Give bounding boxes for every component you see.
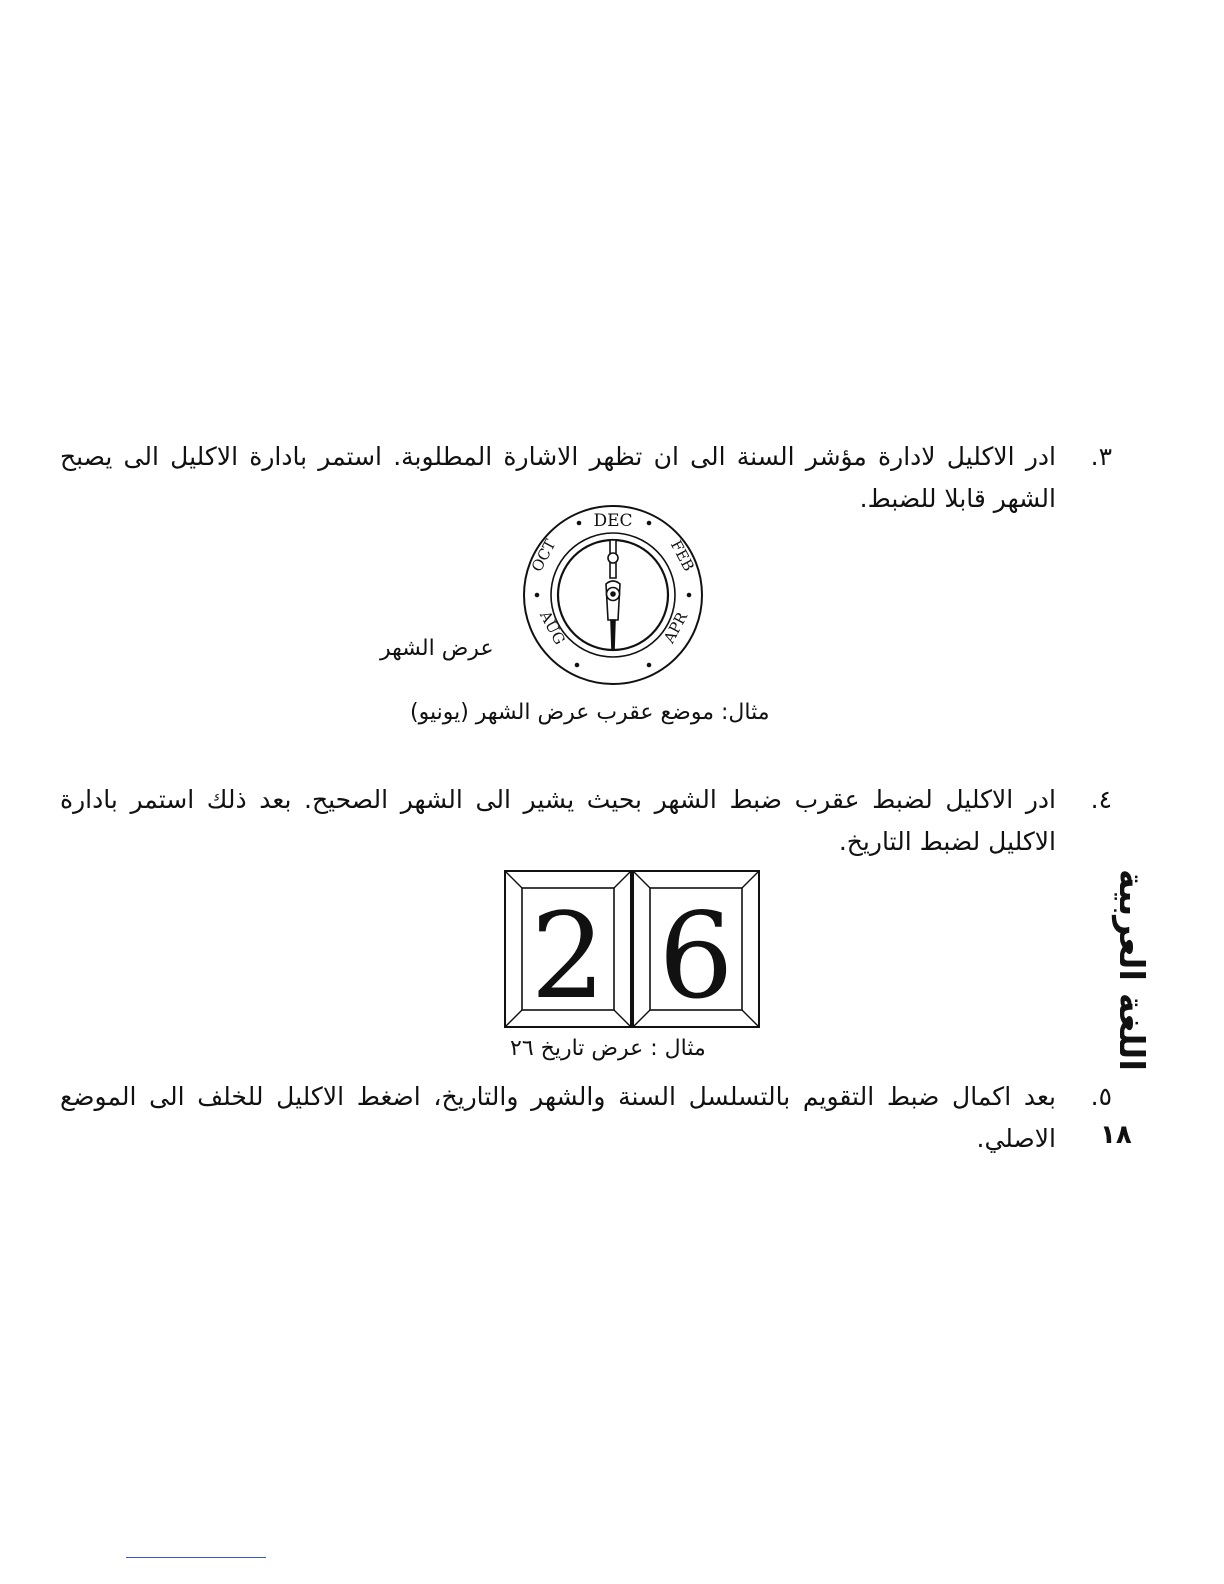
- footnote-divider: [126, 1557, 266, 1558]
- month-dial-caption: مثال: موضع عقرب عرض الشهر (يونيو): [410, 700, 770, 725]
- month-hand: [606, 540, 620, 650]
- step-3-text: ادر الاكليل لادارة مؤشر السنة الى ان تظهر الاشارة المطلوبة. استمر بادارة الاكليل الى يصبح الشهر قابلا للضبط.: [60, 442, 1056, 513]
- language-side-label-text: اللغة العربية: [1111, 869, 1151, 1071]
- language-side-label: [1096, 869, 1166, 1071]
- step-3-number: ٣.: [1090, 442, 1112, 471]
- step-5-number: ٥.: [1090, 1082, 1112, 1111]
- month-label-feb: FEB: [666, 537, 698, 575]
- month-label-apr: APR: [660, 609, 692, 647]
- date-display-figure: [504, 870, 762, 1030]
- date-display-caption: مثال : عرض تاريخ ٢٦: [510, 1036, 706, 1061]
- step-5-text: بعد اكمال ضبط التقويم بالتسلسل السنة والشهر والتاريخ، اضغط الاكليل للخلف الى الموضع الاصلي.: [60, 1082, 1056, 1153]
- page-number: ١٨: [1100, 1120, 1132, 1150]
- date-digit-tens: 2: [530, 887, 606, 1025]
- step-4-number: ٤.: [1090, 785, 1112, 814]
- month-label-dec: DEC: [593, 511, 633, 531]
- month-dial-figure: [518, 500, 708, 690]
- month-label-aug: AUG: [536, 607, 569, 648]
- date-digit-ones: 6: [658, 887, 734, 1025]
- month-display-label: عرض الشهر: [380, 636, 494, 661]
- month-label-oct: OCT: [527, 536, 560, 575]
- step-4-text: ادر الاكليل لضبط عقرب ضبط الشهر بحيث يشير الى الشهر الصحيح. بعد ذلك استمر بادارة الاكليل لضبط التاريخ.: [60, 785, 1056, 856]
